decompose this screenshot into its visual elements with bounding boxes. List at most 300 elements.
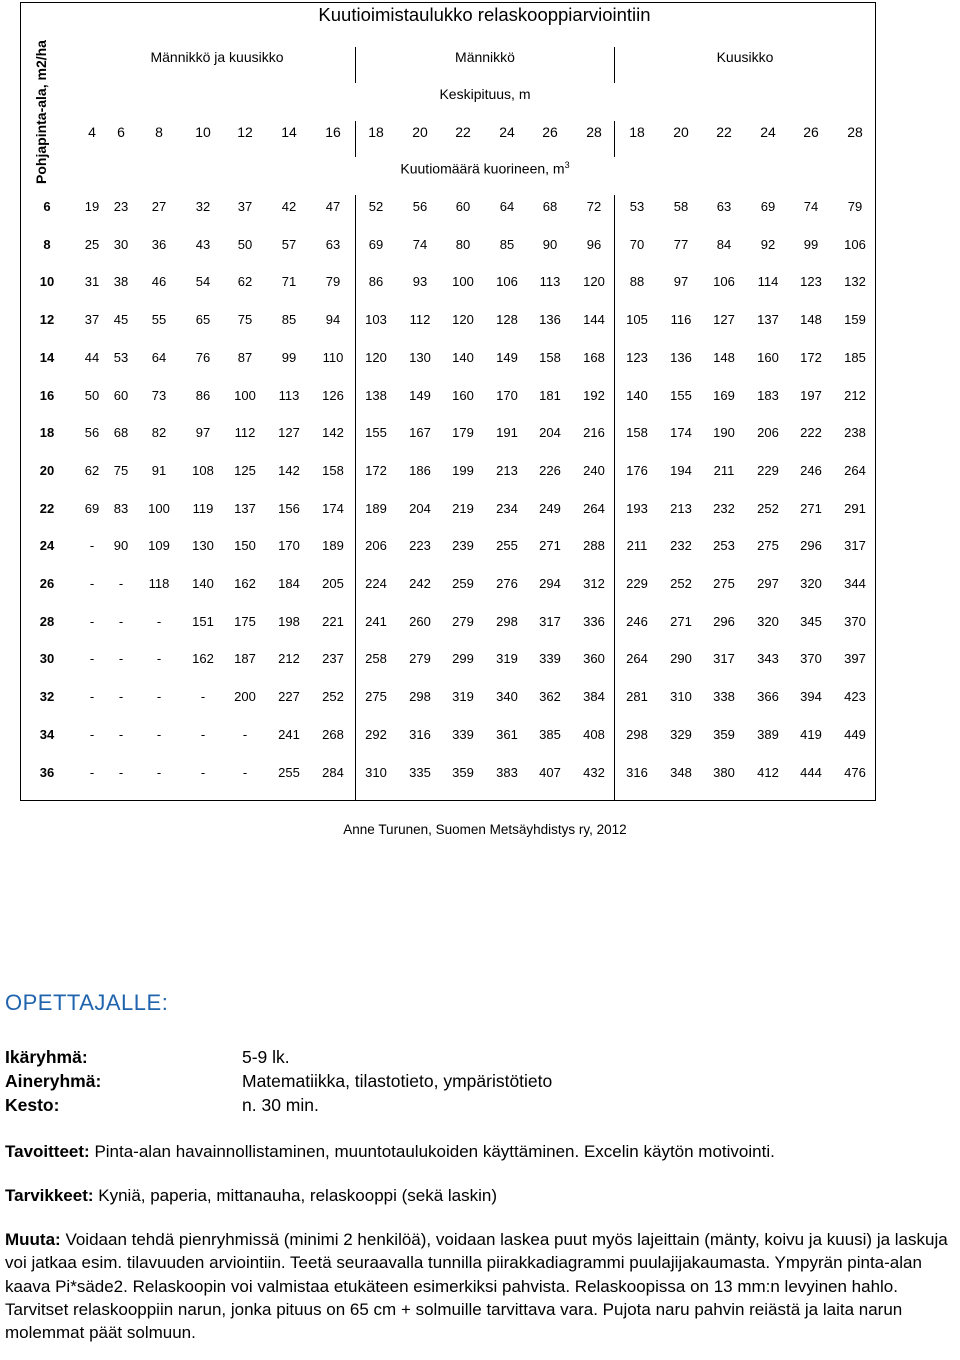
volume-cell: 168 — [583, 349, 605, 365]
supplies-label: Tarvikkeet: — [5, 1186, 94, 1205]
volume-cell: 137 — [757, 312, 779, 328]
volume-cell: 90 — [113, 538, 129, 554]
volume-cell: 212 — [278, 651, 300, 667]
volume-cell: 204 — [409, 500, 431, 516]
table-row — [0, 199, 960, 217]
volume-cell: 317 — [844, 538, 866, 554]
basal-area-axis-text: Pohjapinta-ala, m2/ha — [33, 40, 49, 184]
mean-height-value: 26 — [542, 124, 558, 140]
volume-cell: 275 — [365, 689, 387, 705]
table-row — [0, 576, 960, 594]
volume-cell: 42 — [281, 199, 297, 214]
volume-cell: 65 — [195, 312, 211, 328]
volume-cell: 298 — [626, 726, 648, 742]
volume-cell: 292 — [365, 726, 387, 742]
volume-cell: 68 — [542, 199, 558, 214]
volume-cell: 119 — [192, 500, 214, 516]
volume-cell: 160 — [452, 387, 474, 403]
table-row — [0, 727, 960, 745]
volume-cell: 37 — [84, 312, 100, 328]
volume-cell: 190 — [713, 425, 735, 441]
volume-cell: 120 — [365, 349, 387, 365]
volume-cell: 204 — [539, 425, 561, 441]
volume-cell: 275 — [757, 538, 779, 554]
volume-cell: 276 — [496, 576, 518, 591]
table-row — [0, 312, 960, 330]
volume-cell: 43 — [195, 236, 211, 252]
basal-area-value: 30 — [39, 651, 55, 667]
volume-cell: 310 — [670, 689, 692, 705]
volume-cell: 132 — [844, 274, 866, 290]
volume-cell: 142 — [322, 425, 344, 441]
group-pine: Männikkö — [455, 49, 515, 65]
volume-cell: 198 — [278, 613, 300, 629]
volume-cell: 97 — [673, 274, 689, 290]
volume-cell: 47 — [325, 199, 341, 214]
volume-cell: 127 — [713, 312, 735, 328]
volume-cell: 79 — [325, 274, 341, 290]
volume-cell: 148 — [800, 312, 822, 328]
volume-cell: 200 — [234, 689, 256, 705]
volume-cell: 94 — [325, 312, 341, 328]
group-spruce: Kuusikko — [716, 49, 774, 65]
volume-cell: 329 — [670, 726, 692, 742]
supplies-text: Kyniä, paperia, mittanauha, relaskooppi (sekä laskin) — [98, 1186, 498, 1205]
volume-cell: 44 — [84, 349, 100, 365]
volume-cell: 234 — [496, 500, 518, 516]
volume-cell: 213 — [670, 500, 692, 516]
volume-cell: 170 — [496, 387, 518, 403]
volume-cell: 62 — [84, 462, 100, 478]
volume-cell: 279 — [409, 651, 431, 667]
volume-cell: 158 — [539, 349, 561, 365]
volume-cell: - — [89, 613, 95, 629]
mean-height-value: 18 — [368, 124, 384, 140]
volume-cell: 186 — [409, 462, 431, 478]
volume-cell: 27 — [151, 199, 167, 214]
volume-cell: 149 — [409, 387, 431, 403]
volume-heading-sup: 3 — [564, 160, 570, 170]
volume-cell: 120 — [452, 312, 474, 328]
volume-cell: - — [89, 651, 95, 667]
volume-cell: 38 — [113, 274, 129, 290]
volume-cell: - — [156, 651, 162, 667]
volume-cell: 69 — [368, 236, 384, 252]
volume-cell: 106 — [713, 274, 735, 290]
volume-cell: 86 — [368, 274, 384, 290]
volume-cell: 123 — [800, 274, 822, 290]
goals-label: Tavoitteet: — [5, 1142, 90, 1161]
volume-cell: 62 — [237, 274, 253, 290]
volume-cell: 317 — [539, 613, 561, 629]
volume-cell: 241 — [278, 726, 300, 742]
volume-cell: 37 — [237, 199, 253, 214]
other-label: Muuta: — [5, 1230, 61, 1249]
volume-cell: 116 — [670, 312, 692, 328]
volume-cell: 423 — [844, 689, 866, 705]
basal-area-value: 14 — [39, 349, 55, 365]
volume-cell: - — [118, 726, 124, 742]
volume-cell: - — [118, 613, 124, 629]
mean-height-value: 16 — [325, 124, 341, 140]
volume-cell: 419 — [800, 726, 822, 742]
other-paragraph — [5, 1228, 960, 1344]
volume-cell: 284 — [322, 764, 344, 780]
volume-cell: 82 — [151, 425, 167, 441]
mean-height-value: 26 — [803, 124, 819, 140]
credit-line: Anne Turunen, Suomen Metsäyhdistys ry, 2012 — [343, 822, 627, 837]
volume-cell: 90 — [542, 236, 558, 252]
volume-cell: 370 — [800, 651, 822, 667]
volume-cell: 71 — [281, 274, 297, 290]
volume-cell: 343 — [757, 651, 779, 667]
volume-cell: 253 — [713, 538, 735, 554]
volume-cell: 151 — [192, 613, 214, 629]
volume-cell: 394 — [800, 689, 822, 705]
basal-area-value: 34 — [39, 726, 55, 742]
volume-cell: 136 — [670, 349, 692, 365]
volume-cell: 68 — [113, 425, 129, 441]
teacher-section-heading: OPETTAJALLE: — [5, 990, 169, 1015]
volume-heading — [370, 160, 600, 177]
subject-label: Aineryhmä: — [5, 1071, 102, 1091]
volume-cell: 191 — [496, 425, 518, 441]
volume-cell: 45 — [113, 312, 129, 328]
volume-cell: 339 — [452, 726, 474, 742]
mean-height-value: 28 — [586, 124, 602, 140]
volume-cell: 241 — [365, 613, 387, 629]
volume-cell: 246 — [626, 613, 648, 629]
volume-cell: 216 — [583, 425, 605, 441]
volume-cell: 88 — [629, 274, 645, 290]
volume-cell: 91 — [151, 462, 167, 478]
volume-cell: 264 — [583, 500, 605, 516]
volume-cell: 279 — [452, 613, 474, 629]
mean-height-value: 12 — [237, 124, 253, 140]
table-row — [0, 538, 960, 556]
volume-cell: 63 — [325, 236, 341, 252]
volume-cell: 32 — [195, 199, 211, 214]
basal-area-value: 8 — [43, 236, 51, 252]
volume-cell: 199 — [452, 462, 474, 478]
volume-cell: 140 — [192, 576, 214, 591]
volume-cell: 258 — [365, 651, 387, 667]
mean-height-value: 10 — [195, 124, 211, 140]
volume-cell: 359 — [713, 726, 735, 742]
volume-cell: 240 — [583, 462, 605, 478]
volume-cell: 297 — [757, 576, 779, 591]
volume-cell: 252 — [322, 689, 344, 705]
basal-area-value: 10 — [39, 274, 55, 290]
volume-cell: 185 — [844, 349, 866, 365]
table-row — [0, 689, 960, 707]
volume-cell: 361 — [496, 726, 518, 742]
volume-cell: 183 — [757, 387, 779, 403]
group-divider-top — [614, 47, 615, 83]
volume-cell: 64 — [151, 349, 167, 365]
volume-cell: 36 — [151, 236, 167, 252]
volume-cell: 149 — [496, 349, 518, 365]
volume-cell: 370 — [844, 613, 866, 629]
volume-cell: 127 — [278, 425, 300, 441]
basal-area-value: 16 — [39, 387, 55, 403]
volume-cell: 75 — [113, 462, 129, 478]
goals-paragraph — [5, 1140, 960, 1163]
volume-cell: 192 — [583, 387, 605, 403]
volume-cell: 30 — [113, 236, 129, 252]
volume-cell: 172 — [365, 462, 387, 478]
volume-cell: - — [89, 576, 95, 591]
volume-cell: 189 — [322, 538, 344, 554]
basal-area-value: 24 — [39, 538, 55, 554]
volume-cell: 158 — [322, 462, 344, 478]
mean-height-row — [0, 124, 960, 142]
volume-cell: 298 — [409, 689, 431, 705]
volume-cell: 60 — [113, 387, 129, 403]
volume-cell: 385 — [539, 726, 561, 742]
volume-cell: - — [89, 726, 95, 742]
mean-height-value: 18 — [629, 124, 645, 140]
volume-cell: 320 — [800, 576, 822, 591]
mean-height-value: 4 — [88, 124, 96, 140]
volume-cell: 123 — [626, 349, 648, 365]
volume-cell: 76 — [195, 349, 211, 365]
volume-cell: 31 — [84, 274, 100, 290]
volume-cell: 25 — [84, 236, 100, 252]
table-row — [0, 425, 960, 443]
volume-cell: 169 — [713, 387, 735, 403]
volume-cell: 187 — [234, 651, 256, 667]
volume-cell: 320 — [757, 613, 779, 629]
volume-cell: - — [89, 764, 95, 780]
volume-cell: 281 — [626, 689, 648, 705]
group-pine-and-spruce: Männikkö ja kuusikko — [150, 49, 284, 65]
mean-height-heading: Keskipituus, m — [439, 86, 531, 102]
volume-cell: 397 — [844, 651, 866, 667]
volume-cell: 319 — [452, 689, 474, 705]
volume-cell: - — [200, 689, 206, 705]
volume-cell: 296 — [713, 613, 735, 629]
volume-cell: 362 — [539, 689, 561, 705]
basal-area-value: 22 — [39, 500, 55, 516]
volume-cell: 162 — [192, 651, 214, 667]
volume-cell: 291 — [844, 500, 866, 516]
volume-cell: 193 — [626, 500, 648, 516]
volume-cell: 255 — [278, 764, 300, 780]
goals-text: Pinta-alan havainnollistaminen, muuntotaulukoiden käyttäminen. Excelin käytön motivointi. — [94, 1142, 775, 1161]
volume-cell: 255 — [496, 538, 518, 554]
volume-cell: 64 — [499, 199, 515, 214]
basal-area-value: 32 — [39, 689, 55, 705]
volume-cell: 53 — [629, 199, 645, 214]
volume-cell: 310 — [365, 764, 387, 780]
table-row — [0, 237, 960, 255]
volume-cell: - — [200, 726, 206, 742]
basal-area-value: 20 — [39, 462, 55, 478]
volume-cell: 211 — [713, 462, 735, 478]
volume-cell: 140 — [626, 387, 648, 403]
volume-cell: 69 — [760, 199, 776, 214]
volume-cell: - — [118, 764, 124, 780]
volume-cell: 224 — [365, 576, 387, 591]
volume-cell: 288 — [583, 538, 605, 554]
mean-height-value: 6 — [117, 124, 125, 140]
volume-cell: 252 — [670, 576, 692, 591]
volume-cell: 140 — [452, 349, 474, 365]
volume-cell: 238 — [844, 425, 866, 441]
volume-cell: 316 — [409, 726, 431, 742]
volume-cell: 114 — [757, 274, 779, 290]
volume-cell: 264 — [844, 462, 866, 478]
volume-cell: 271 — [539, 538, 561, 554]
volume-cell: 112 — [409, 312, 431, 328]
volume-cell: 92 — [760, 236, 776, 252]
volume-cell: 126 — [322, 387, 344, 403]
volume-cell: 99 — [281, 349, 297, 365]
volume-cell: 160 — [757, 349, 779, 365]
volume-cell: 63 — [716, 199, 732, 214]
volume-cell: 142 — [278, 462, 300, 478]
volume-cell: 85 — [499, 236, 515, 252]
volume-cell: 239 — [452, 538, 474, 554]
volume-cell: 222 — [800, 425, 822, 441]
volume-cell: 174 — [322, 500, 344, 516]
volume-cell: 260 — [409, 613, 431, 629]
volume-cell: 138 — [365, 387, 387, 403]
volume-cell: 100 — [148, 500, 170, 516]
volume-cell: 103 — [365, 312, 387, 328]
basal-area-value: 12 — [39, 312, 55, 328]
volume-cell: 99 — [803, 236, 819, 252]
volume-cell: 383 — [496, 764, 518, 780]
volume-cell: 113 — [539, 274, 561, 290]
volume-cell: 56 — [412, 199, 428, 214]
volume-cell: 56 — [84, 425, 100, 441]
volume-cell: 205 — [322, 576, 344, 591]
volume-cell: 80 — [455, 236, 471, 252]
volume-cell: 212 — [844, 387, 866, 403]
volume-cell: 74 — [803, 199, 819, 214]
volume-cell: 264 — [626, 651, 648, 667]
volume-cell: 55 — [151, 312, 167, 328]
volume-cell: 189 — [365, 500, 387, 516]
supplies-paragraph — [5, 1184, 960, 1207]
volume-cell: - — [156, 764, 162, 780]
volume-cell: 317 — [713, 651, 735, 667]
volume-cell: - — [118, 689, 124, 705]
volume-cell: 110 — [322, 349, 344, 365]
duration-value: n. 30 min. — [242, 1095, 319, 1115]
volume-cell: 162 — [234, 576, 256, 591]
mean-height-value: 8 — [155, 124, 163, 140]
volume-cell: 108 — [192, 462, 214, 478]
volume-cell: 359 — [452, 764, 474, 780]
volume-cell: 213 — [496, 462, 518, 478]
volume-cell: 120 — [583, 274, 605, 290]
volume-cell: 290 — [670, 651, 692, 667]
volume-cell: 52 — [368, 199, 384, 214]
volume-cell: 148 — [713, 349, 735, 365]
subject-value: Matematiikka, tilastotieto, ympäristötieto — [242, 1071, 553, 1091]
volume-cell: - — [156, 689, 162, 705]
volume-cell: 296 — [800, 538, 822, 554]
volume-cell: 389 — [757, 726, 779, 742]
volume-cell: 50 — [84, 387, 100, 403]
volume-cell: 246 — [800, 462, 822, 478]
volume-cell: 336 — [583, 613, 605, 629]
volume-cell: - — [156, 613, 162, 629]
volume-cell: 100 — [452, 274, 474, 290]
duration-label — [5, 1095, 59, 1116]
volume-cell: 219 — [452, 500, 474, 516]
volume-cell: 194 — [670, 462, 692, 478]
volume-cell: 83 — [113, 500, 129, 516]
volume-cell: 206 — [757, 425, 779, 441]
basal-area-value: 26 — [39, 576, 55, 591]
volume-cell: 268 — [322, 726, 344, 742]
volume-cell: 57 — [281, 236, 297, 252]
volume-cell: 156 — [278, 500, 300, 516]
volume-cell: 93 — [412, 274, 428, 290]
age-group-label: Ikäryhmä: — [5, 1047, 88, 1067]
volume-cell: 105 — [626, 312, 648, 328]
volume-cell: 223 — [409, 538, 431, 554]
volume-cell: 408 — [583, 726, 605, 742]
volume-cell: 155 — [670, 387, 692, 403]
table-row — [0, 614, 960, 632]
volume-cell: 444 — [800, 764, 822, 780]
volume-cell: 46 — [151, 274, 167, 290]
age-group-value: 5-9 lk. — [242, 1047, 290, 1067]
volume-cell: 85 — [281, 312, 297, 328]
volume-cell: 109 — [148, 538, 170, 554]
volume-cell: 144 — [583, 312, 605, 328]
volume-cell: 137 — [234, 500, 256, 516]
volume-cell: 130 — [409, 349, 431, 365]
volume-cell: 206 — [365, 538, 387, 554]
volume-cell: 75 — [237, 312, 253, 328]
mean-height-value: 28 — [847, 124, 863, 140]
volume-cell: 275 — [713, 576, 735, 591]
basal-area-value: 36 — [39, 764, 55, 780]
volume-cell: 432 — [583, 764, 605, 780]
volume-cell: 252 — [757, 500, 779, 516]
volume-cell: 175 — [234, 613, 256, 629]
table-row — [0, 501, 960, 519]
volume-cell: 366 — [757, 689, 779, 705]
volume-cell: 211 — [626, 538, 648, 554]
volume-cell: 345 — [800, 613, 822, 629]
volume-cell: 158 — [626, 425, 648, 441]
duration-label-text: Kesto: — [5, 1095, 60, 1115]
volume-cell: 19 — [84, 199, 100, 214]
volume-cell: 172 — [800, 349, 822, 365]
volume-cell: 72 — [586, 199, 602, 214]
volume-cell: 221 — [322, 613, 344, 629]
volume-cell: 176 — [626, 462, 648, 478]
basal-area-value: 6 — [43, 199, 51, 214]
volume-cell: - — [118, 651, 124, 667]
volume-cell: 232 — [670, 538, 692, 554]
mean-height-value: 24 — [499, 124, 515, 140]
volume-cell: 130 — [192, 538, 214, 554]
volume-cell: 174 — [670, 425, 692, 441]
volume-cell: 155 — [365, 425, 387, 441]
volume-cell: 112 — [234, 425, 256, 441]
mean-height-value: 22 — [455, 124, 471, 140]
mean-height-value: 14 — [281, 124, 297, 140]
mean-height-value: 20 — [412, 124, 428, 140]
